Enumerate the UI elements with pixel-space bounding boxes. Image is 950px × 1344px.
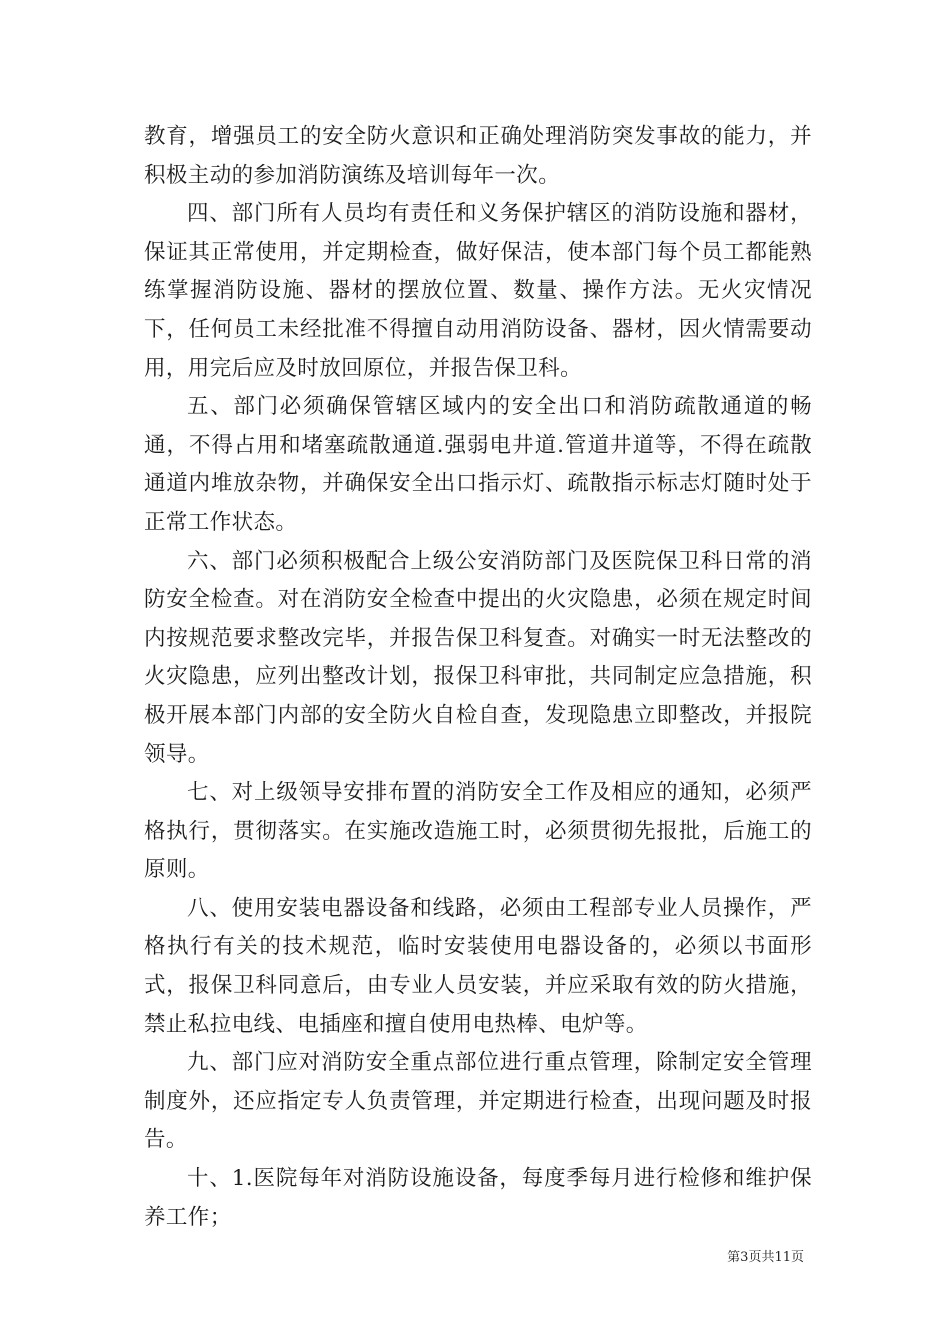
- document-body: [144, 118, 812, 1237]
- paragraph-item-5: 五、部门必须确保管辖区域内的安全出口和消防疏散通道的畅通，不得占用和堵塞疏散通道.强弱电井道.管道井道等，不得在疏散通道内堆放杂物，并确保安全出口指示灯、疏散指示标志灯随时处于正常工作状态。: [144, 394, 812, 535]
- paragraph-item-9: 九、部门应对消防安全重点部位进行重点管理，除制定安全管理制度外，还应指定专人负责管理，并定期进行检查，出现问题及时报告。: [144, 1050, 812, 1153]
- paragraph-item-8: 八、使用安装电器设备和线路，必须由工程部专业人员操作，严格执行有关的技术规范，临时安装使用电器设备的，必须以书面形式，报保卫科同意后，由专业人员安装，并应采取有效的防火措施，禁止私拉电线、电插座和擅自使用电热棒、电炉等。: [144, 895, 812, 1037]
- paragraph-item-7: 七、对上级领导安排布置的消防安全工作及相应的通知，必须严格执行，贯彻落实。在实施改造施工时，必须贯彻先报批，后施工的原则。: [144, 780, 812, 883]
- paragraph-item-4: 四、部门所有人员均有责任和义务保护辖区的消防设施和器材，保证其正常使用，并定期检查，做好保洁，使本部门每个员工都能熟练掌握消防设施、器材的摆放位置、数量、操作方法。无火灾情况下，任何员工未经批准不得擅自动用消防设备、器材，因火情需要动用，用完后应及时放回原位，并报告保卫科。: [144, 201, 812, 381]
- paragraph-item-6: 六、部门必须积极配合上级公安消防部门及医院保卫科日常的消防安全检查。对在消防安全检查中提出的火灾隐患，必须在规定时间内按规范要求整改完毕，并报告保卫科复查。对确实一时无法整改的火灾隐患，应列出整改计划，报保卫科审批，共同制定应急措施，积极开展本部门内部的安全防火自检自查，发现隐患立即整改，并报院领导。: [144, 548, 812, 767]
- paragraph-item-10: 十、1.医院每年对消防设施设备，每度季每月进行检修和维护保养工作；: [144, 1166, 812, 1230]
- page-number-footer: 第3页共11页: [727, 1250, 804, 1265]
- paragraph-continuation: 教育，增强员工的安全防火意识和正确处理消防突发事故的能力，并积极主动的参加消防演练及培训每年一次。: [144, 124, 812, 188]
